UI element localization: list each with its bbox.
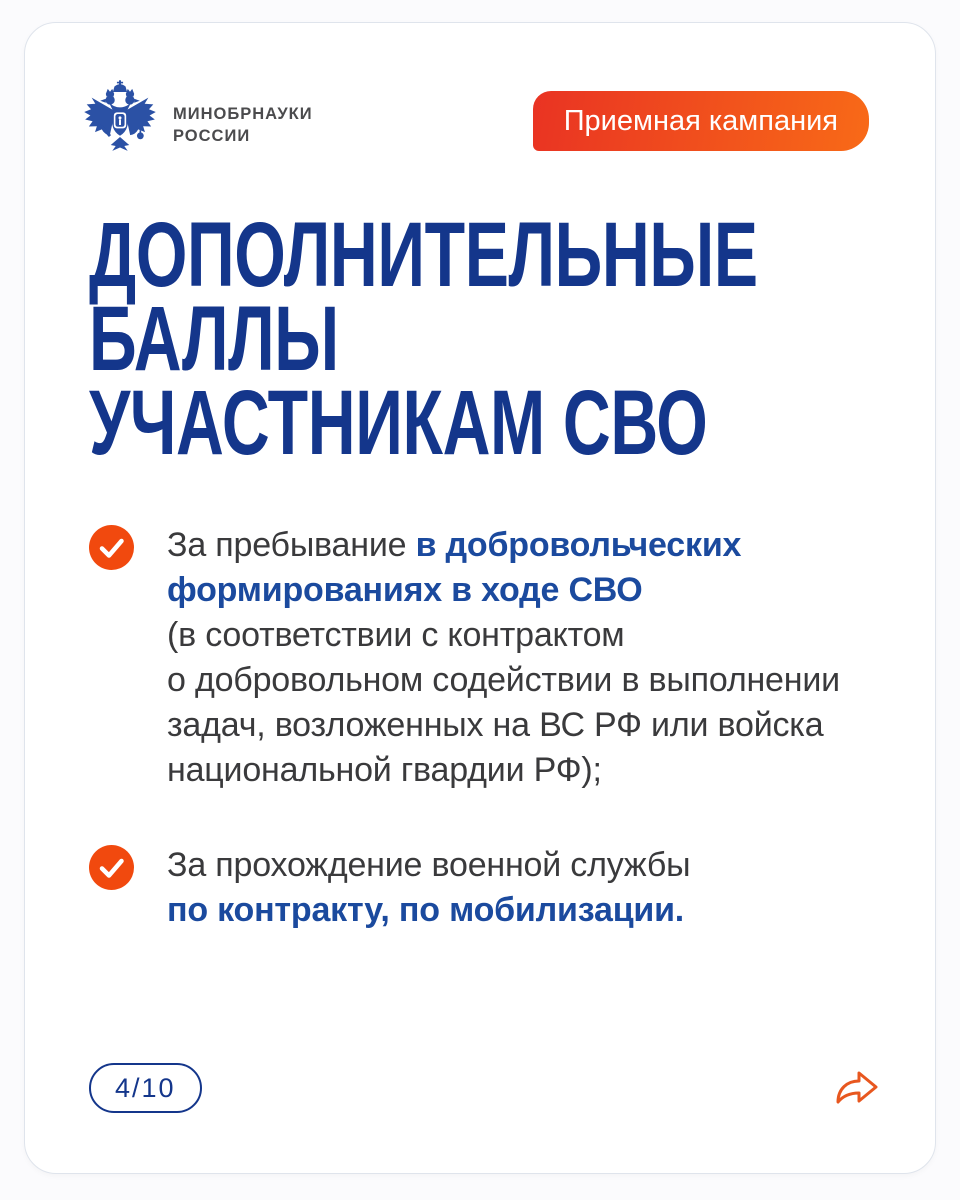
org-name-line1: МИНОБРНАУКИ bbox=[173, 105, 313, 123]
page-indicator-pill bbox=[89, 1063, 202, 1113]
share-button[interactable] bbox=[833, 1067, 881, 1109]
campaign-badge bbox=[533, 91, 869, 151]
title-line-2: БАЛЛЫ bbox=[89, 288, 339, 390]
bullet-item-2 bbox=[89, 843, 889, 933]
badge-label: Приемная кампания bbox=[563, 104, 838, 137]
bullet-text: За пребывание в добровольческих формированиях в ходе СВО (в соответствии с контрактом о добровольном содействии в выполнении задач, возложенных на ВС РФ или войска национальной гвардии РФ); bbox=[167, 526, 840, 789]
title-line-3: УЧАСТНИКАМ СВО bbox=[89, 372, 708, 474]
double-headed-eagle-icon bbox=[83, 79, 157, 163]
card bbox=[24, 22, 936, 1174]
bullet-text: За прохождение военной службы по контракту, по мобилизации. bbox=[167, 846, 691, 929]
page-indicator-label: 4/10 bbox=[115, 1072, 176, 1103]
org-name bbox=[173, 103, 313, 147]
bullet-item-1 bbox=[89, 523, 889, 793]
bullet-list bbox=[89, 523, 889, 933]
check-circle-icon bbox=[89, 845, 134, 890]
org-name-line2: РОССИИ bbox=[173, 127, 251, 145]
title-line-1: ДОПОЛНИТЕЛЬНЫЕ bbox=[89, 204, 758, 306]
page-title bbox=[89, 204, 960, 474]
check-circle-icon bbox=[89, 525, 134, 570]
share-arrow-icon bbox=[834, 1069, 880, 1107]
